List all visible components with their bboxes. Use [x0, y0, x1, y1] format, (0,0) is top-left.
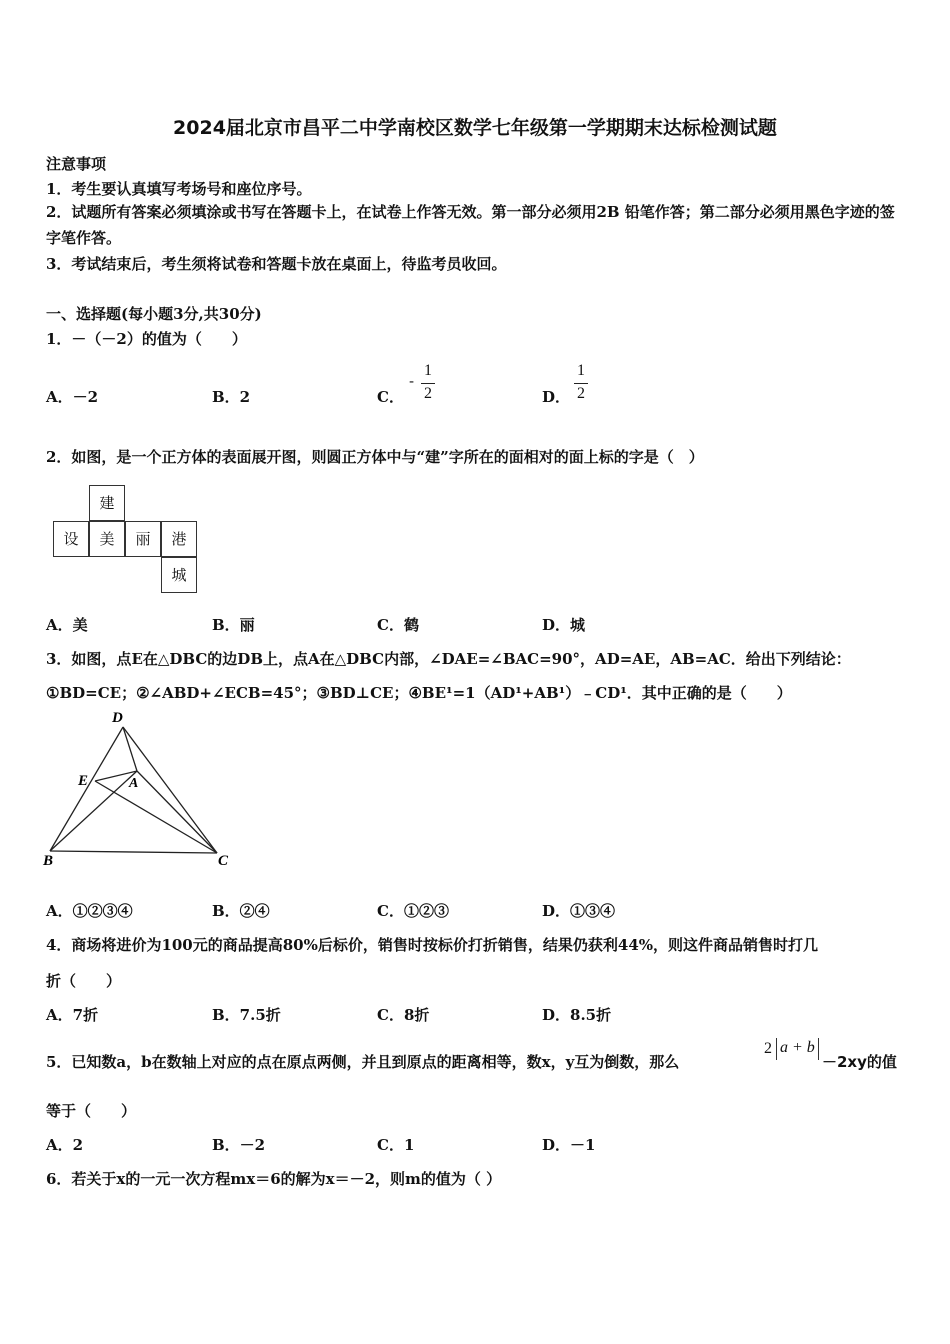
q4-option-c: C．8折 [377, 1006, 430, 1024]
q5-stem-post: －2xy的值 [822, 1053, 897, 1071]
segment-DA [123, 727, 137, 771]
q2-option-d: D．城 [542, 616, 586, 634]
segment-BA [50, 771, 137, 851]
section-heading: 一、选择题(每小题3分,共30分) [46, 305, 262, 323]
q2-option-a: A．美 [46, 616, 88, 634]
q6-stem: 6．若关于x的一元一次方程mx＝6的解为x＝－2，则m的值为（ ） [46, 1170, 502, 1188]
page-title: 2024届北京市昌平二中学南校区数学七年级第一学期期末达标检测试题 [173, 117, 777, 139]
q2-stem: 2．如图，是一个正方体的表面展开图，则圆正方体中与“建”字所在的面相对的面上标的字是（ ） [46, 448, 704, 466]
q1-c-numerator: 1 [424, 362, 432, 379]
q2-option-b: B．丽 [212, 616, 255, 634]
q3-option-b: B．②④ [212, 902, 270, 920]
q3-option-c: C．①②③ [377, 902, 449, 920]
net-cell-3: 丽 [125, 521, 161, 557]
fraction-bar [574, 383, 588, 384]
net-cell-1: 设 [53, 521, 89, 557]
q4-option-d: D．8.5折 [542, 1006, 612, 1024]
q1-option-c-label: C． [377, 388, 404, 406]
q1-option-c-sign: - [409, 372, 415, 390]
q1-stem: 1．－（－2）的值为（ ） [46, 330, 247, 348]
q2-option-c: C．鹤 [377, 616, 419, 634]
q5-expr-coefficient: 2 [764, 1040, 772, 1057]
label-D: D [112, 710, 123, 726]
q4-option-b: B．7.5折 [212, 1006, 281, 1024]
q1-c-denominator: 2 [424, 385, 432, 402]
q3-stem-line1: 3．如图，点E在△DBC的边DB上，点A在△DBC内部，∠DAE=∠BAC=90°，AD=AE，AB=AC．给出下列结论： [46, 650, 851, 668]
notice-heading: 注意事项 [46, 155, 107, 173]
label-C: C [218, 853, 229, 869]
label-B: B [43, 853, 54, 869]
q5-option-b: B．－2 [212, 1136, 266, 1154]
notice-item-2: 2．试题所有答案必须填涂或书写在答题卡上，在试卷上作答无效。第一部分必须用2B 铅笔作答；第二部分必须用黑色字迹的签字笔作答。 [46, 203, 895, 247]
q3-triangle-figure [40, 705, 250, 870]
segment-EC [95, 781, 217, 853]
segment-AC [137, 771, 217, 853]
q5-stem: 5．已知数a，b在数轴上对应的点在原点两侧，并且到原点的距离相等，数x，y互为倒数，那么 [46, 1053, 680, 1071]
notice-item-1: 1．考生要认真填写考场号和座位序号。 [46, 180, 312, 198]
net-cell-4: 港 [161, 521, 197, 557]
q5-option-c: C．1 [377, 1136, 415, 1154]
label-E: E [78, 773, 89, 789]
fraction-bar [421, 383, 435, 384]
q5-stem-line2: 等于（ ） [46, 1102, 137, 1120]
segment-BC [50, 851, 217, 853]
q5-option-a: A．2 [46, 1136, 84, 1154]
label-A: A [129, 776, 139, 791]
q5-option-d: D．－1 [542, 1136, 596, 1154]
q1-option-b: B．2 [212, 388, 251, 406]
net-cell-2: 美 [89, 521, 125, 557]
q3-option-d: D．①③④ [542, 902, 616, 920]
segment-DB [50, 727, 123, 851]
q4-stem-line1: 4．商场将进价为100元的商品提高80%后标价，销售时按标价打折销售，结果仍获利44%，则这件商品销售时打几 [46, 936, 819, 954]
q1-option-d-label: D． [542, 388, 571, 406]
q1-d-denominator: 2 [577, 385, 585, 402]
q1-option-a: A．－2 [46, 388, 99, 406]
notice-item-3: 3．考试结束后，考生须将试卷和答题卡放在桌面上，待监考员收回。 [46, 255, 507, 273]
q4-option-a: A．7折 [46, 1006, 99, 1024]
q5-expr-absolute: a + b [776, 1038, 819, 1060]
q4-stem-line2: 折（ ） [46, 972, 122, 990]
q3-option-a: A．①②③④ [46, 902, 133, 920]
net-cell-bottom: 城 [161, 557, 197, 593]
q3-stem-line2: ①BD=CE；②∠ABD+∠ECB=45°；③BD⊥CE；④BE¹=1（AD¹+AB¹）﹣CD¹．其中正确的是（ ） [46, 684, 792, 702]
q1-d-numerator: 1 [577, 362, 585, 379]
net-cell-top: 建 [89, 485, 125, 521]
